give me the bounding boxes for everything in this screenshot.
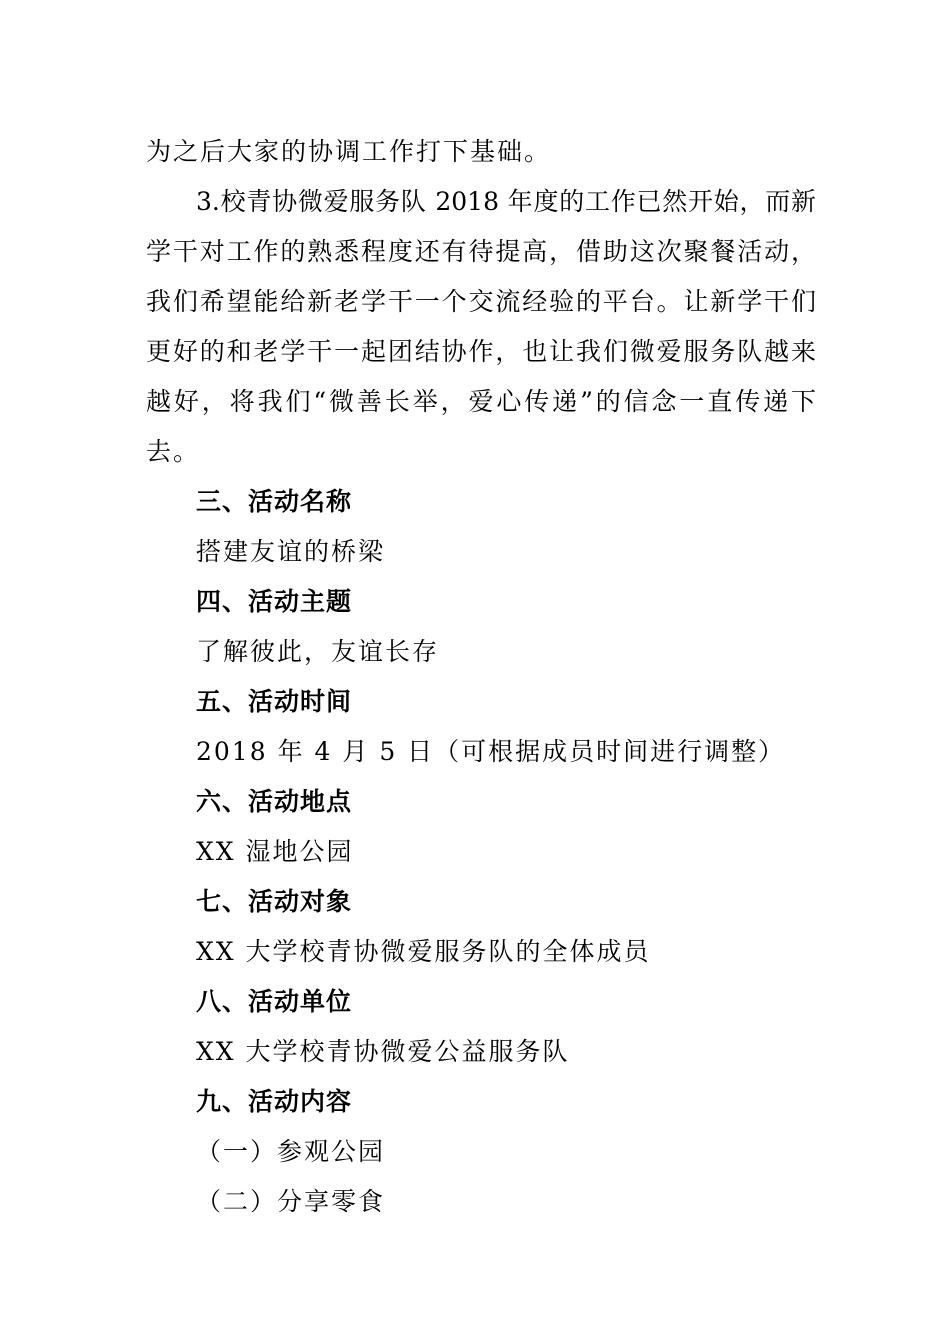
section-heading-time: 五、活动时间 — [196, 687, 353, 716]
paragraph-3-line-5: 越好，将我们“微善长举，爱心传递”的信念一直传递下 — [146, 387, 816, 416]
section-content-name: 搭建友谊的桥梁 — [196, 537, 386, 566]
activity-item-1: （一）参观公园 — [196, 1137, 386, 1166]
paragraph-3-line-1: 3.校青协微爱服务队 2018 年度的工作已然开始，而新 — [196, 187, 816, 216]
paragraph-3-line-2: 学干对工作的熟悉程度还有待提高，借助这次聚餐活动， — [146, 237, 816, 266]
section-content-time: 2018 年 4 月 5 日（可根据成员时间进行调整） — [196, 737, 786, 766]
section-heading-content: 九、活动内容 — [196, 1087, 353, 1116]
section-content-organizer: XX 大学校青协微爱公益服务队 — [196, 1037, 570, 1066]
paragraph-continuation: 为之后大家的协调工作打下基础。 — [146, 137, 552, 166]
activity-item-2: （二）分享零食 — [196, 1187, 386, 1216]
paragraph-3-line-6: 去。 — [146, 437, 201, 466]
section-heading-organizer: 八、活动单位 — [196, 987, 353, 1016]
section-content-theme: 了解彼此，友谊长存 — [196, 637, 440, 666]
section-content-audience: XX 大学校青协微爱服务队的全体成员 — [196, 937, 651, 966]
section-content-location: XX 湿地公园 — [196, 837, 354, 866]
section-heading-location: 六、活动地点 — [196, 787, 353, 816]
paragraph-3-line-3: 我们希望能给新老学干一个交流经验的平台。让新学干们 — [146, 287, 816, 316]
section-heading-name: 三、活动名称 — [196, 487, 353, 516]
paragraph-3-line-4: 更好的和老学干一起团结协作，也让我们微爱服务队越来 — [146, 337, 816, 366]
section-heading-audience: 七、活动对象 — [196, 887, 353, 916]
section-heading-theme: 四、活动主题 — [196, 587, 353, 616]
